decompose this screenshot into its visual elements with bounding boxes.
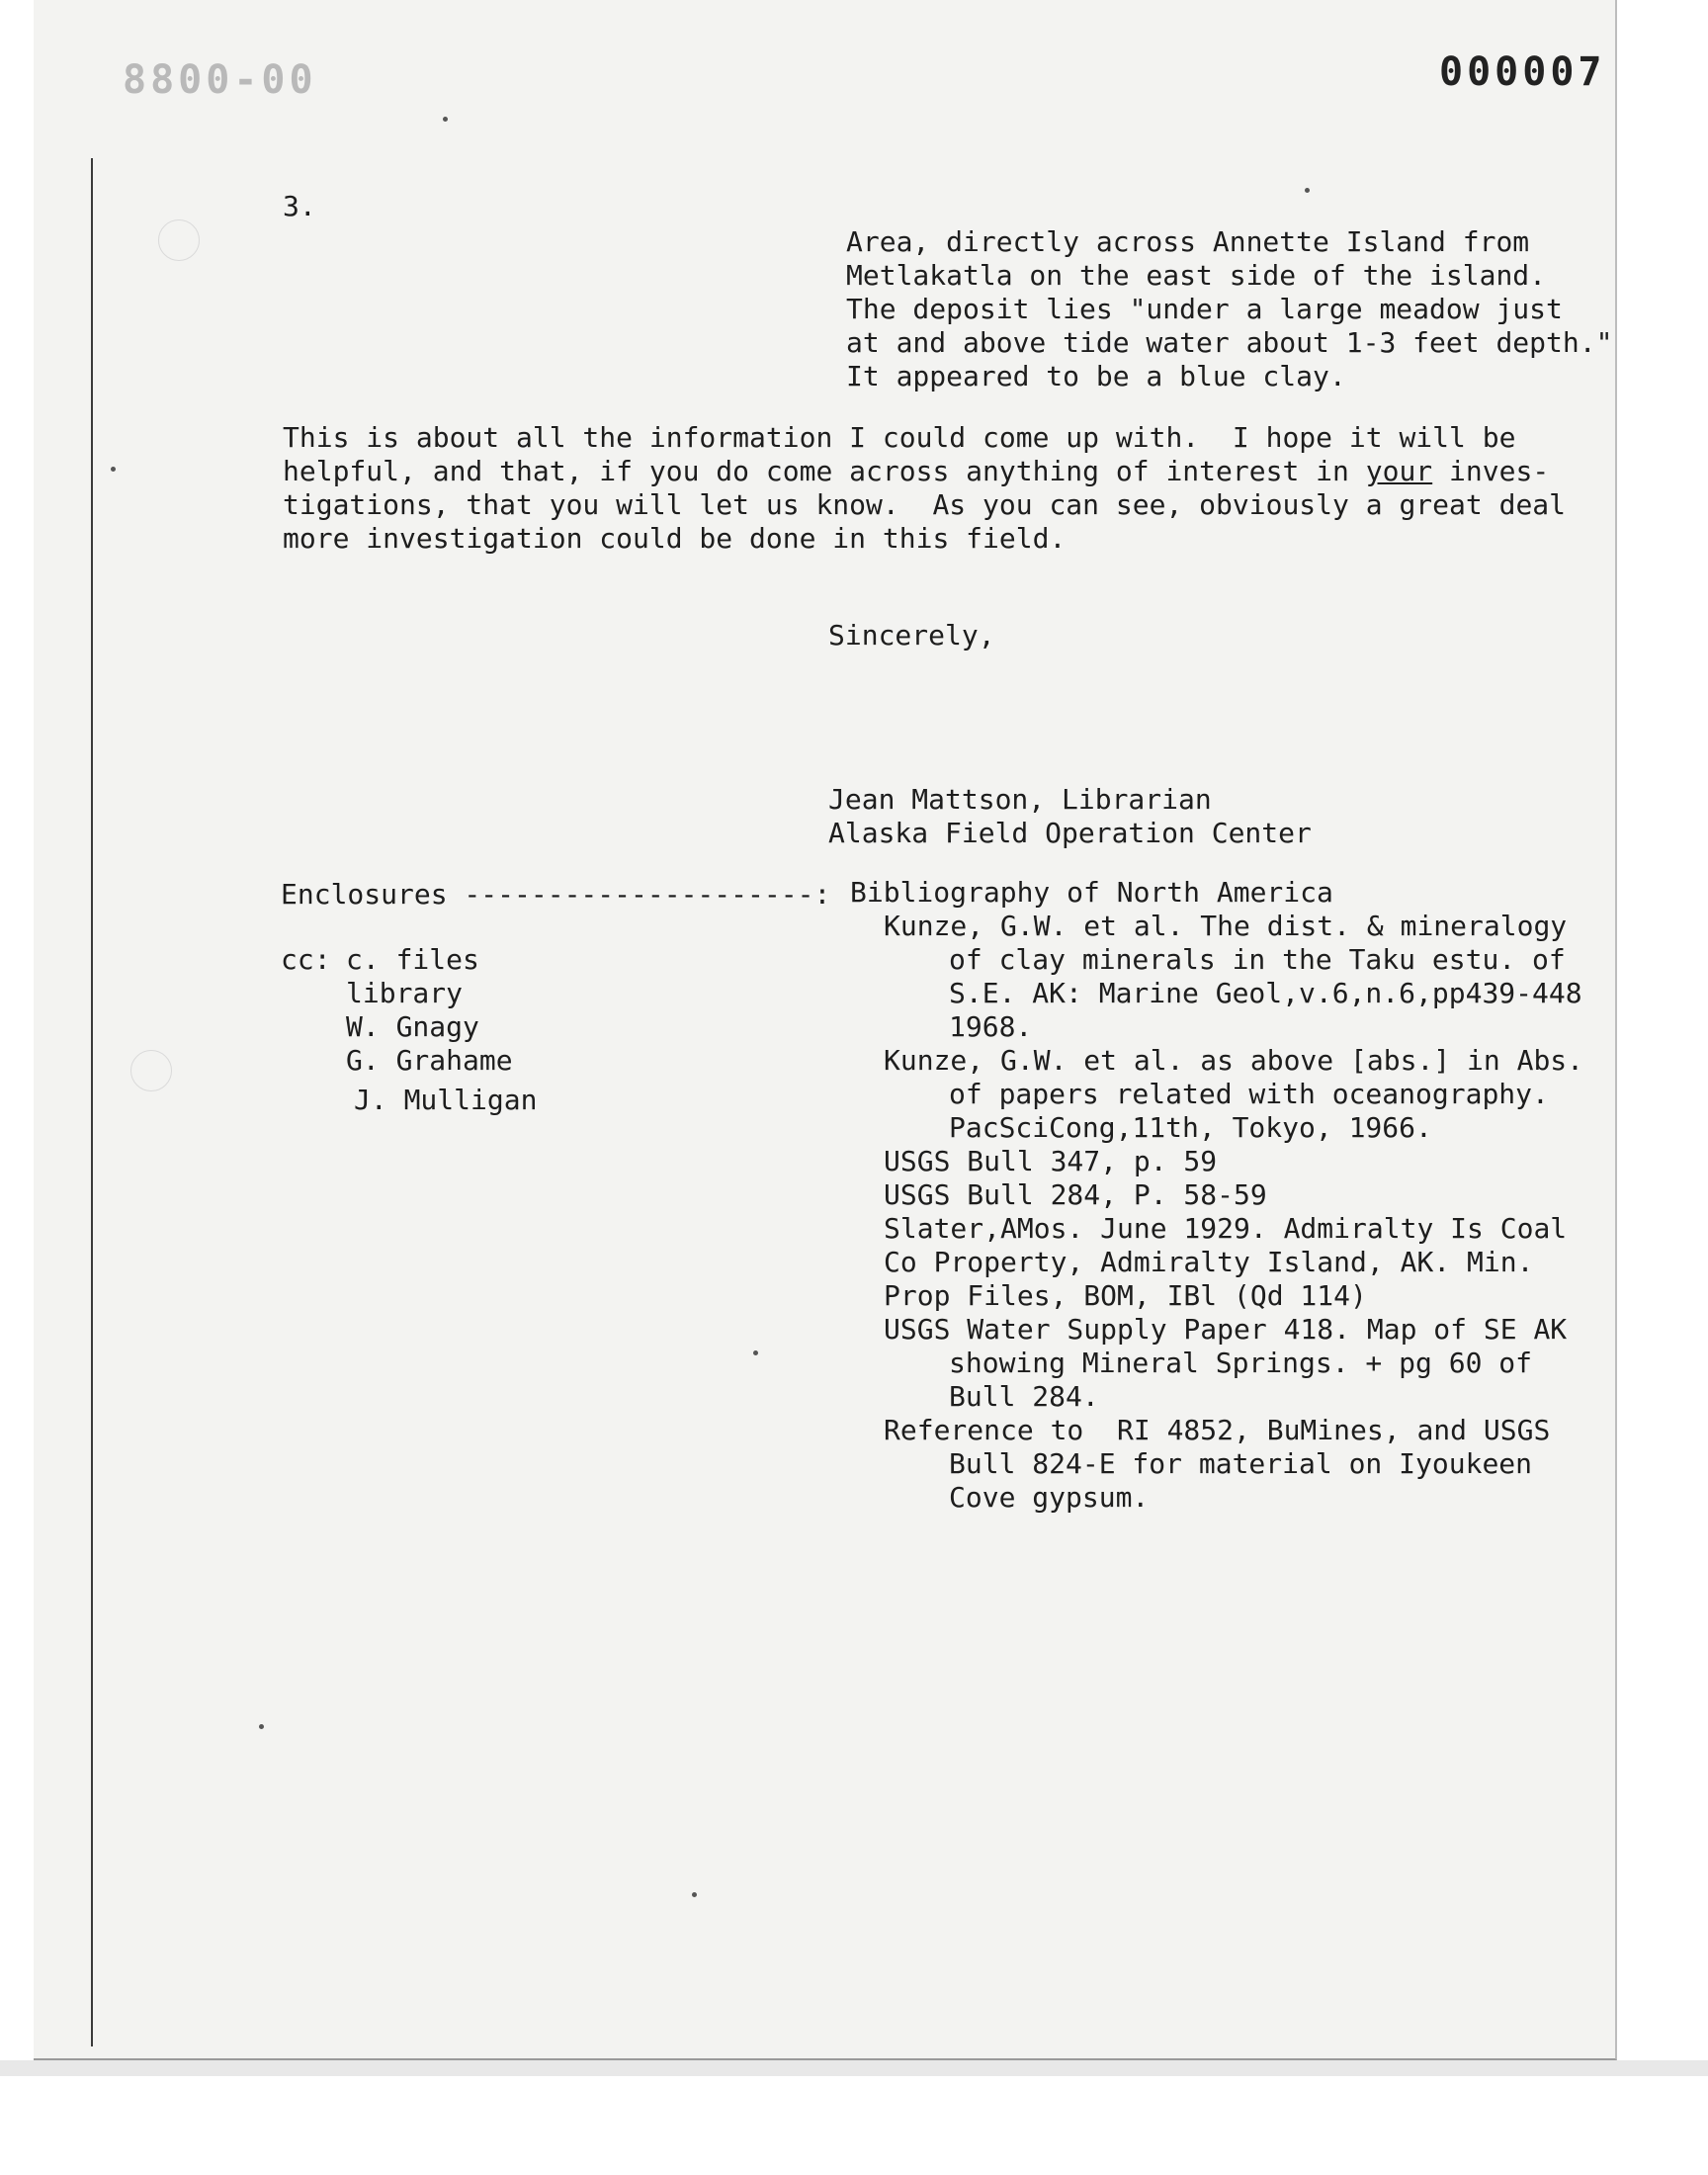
text-line: Metlakatla on the east side of the island. bbox=[846, 259, 1547, 292]
text-line: It appeared to be a blue clay. bbox=[846, 360, 1346, 392]
punch-hole-mark bbox=[130, 1050, 172, 1091]
enclosures-label: Enclosures ---------------------: bbox=[281, 878, 831, 911]
enclosure-item: USGS Bull 284, P. 58-59 bbox=[884, 1178, 1267, 1211]
cc-recipient: G. Grahame bbox=[346, 1044, 513, 1077]
closing: Sincerely, bbox=[828, 619, 995, 652]
enclosure-item: Bibliography of North America bbox=[850, 876, 1333, 909]
text-fragment: inves- bbox=[1432, 455, 1550, 487]
enclosure-item-continuation: of papers related with oceanography. bbox=[949, 1078, 1549, 1110]
enclosure-item-continuation: PacSciCong,11th, Tokyo, 1966. bbox=[949, 1111, 1432, 1144]
underlined-word: your bbox=[1365, 455, 1433, 487]
scan-speck bbox=[692, 1892, 697, 1897]
cc-recipient: c. files bbox=[346, 943, 479, 976]
cc-recipients bbox=[346, 943, 537, 1117]
text-fragment: helpful, and that, if you do come across anything of interest in bbox=[283, 455, 1366, 487]
cc-recipient: library bbox=[346, 977, 464, 1009]
enclosure-item-continuation: S.E. AK: Marine Geol,v.6,n.6,pp439-448 bbox=[949, 977, 1582, 1009]
enclosure-item: Reference to RI 4852, BuMines, and USGS bbox=[884, 1414, 1551, 1446]
enclosure-item: USGS Water Supply Paper 418. Map of SE AK bbox=[884, 1313, 1568, 1346]
signer-name-title: Jean Mattson, Librarian bbox=[828, 783, 1212, 816]
body-paragraph bbox=[283, 421, 1566, 556]
enclosure-item: Kunze, G.W. et al. The dist. & mineralogy bbox=[884, 910, 1568, 942]
signer-organization: Alaska Field Operation Center bbox=[828, 817, 1312, 849]
enclosure-item-continuation: Prop Files, BOM, IBl (Qd 114) bbox=[884, 1279, 1367, 1312]
scan-speck bbox=[753, 1350, 758, 1355]
text-line: tigations, that you will let us know. As you can see, obviously a great deal bbox=[283, 488, 1567, 521]
margin-rule bbox=[91, 158, 93, 2046]
enclosure-item-continuation: 1968. bbox=[949, 1010, 1033, 1043]
faded-stamp-number: 8800-00 bbox=[123, 57, 317, 103]
document-number-stamp: 000007 bbox=[1439, 49, 1606, 95]
text-line: The deposit lies "under a large meadow just bbox=[846, 293, 1563, 325]
enclosure-item-continuation: Co Property, Admiralty Island, AK. Min. bbox=[884, 1246, 1534, 1278]
enclosure-item: Kunze, G.W. et al. as above [abs.] in Abs. bbox=[884, 1044, 1584, 1077]
cc-recipient: W. Gnagy bbox=[346, 1010, 479, 1043]
enclosure-item-continuation: Bull 824-E for material on Iyoukeen bbox=[949, 1447, 1533, 1480]
text-line: Area, directly across Annette Island from bbox=[846, 225, 1530, 258]
cc-label: cc: bbox=[281, 943, 331, 976]
cc-recipient: J. Mulligan bbox=[354, 1084, 538, 1116]
text-line: at and above tide water about 1-3 feet depth." bbox=[846, 326, 1613, 359]
continuation-text bbox=[846, 225, 1612, 393]
scan-speck bbox=[259, 1724, 264, 1729]
enclosure-item-continuation: Bull 284. bbox=[949, 1380, 1099, 1413]
enclosure-item-continuation: of clay minerals in the Taku estu. of bbox=[949, 943, 1566, 976]
punch-hole-mark bbox=[158, 219, 200, 261]
text-line bbox=[283, 455, 1566, 488]
enclosures-list bbox=[850, 876, 1609, 1515]
text-line: more investigation could be done in this field. bbox=[283, 522, 1067, 555]
enclosure-item-continuation: Cove gypsum. bbox=[949, 1481, 1150, 1514]
scan-speck bbox=[111, 467, 116, 472]
enclosure-item: Slater,AMos. June 1929. Admiralty Is Coal bbox=[884, 1212, 1568, 1245]
signature-block bbox=[828, 783, 1312, 850]
enclosure-item: USGS Bull 347, p. 59 bbox=[884, 1145, 1218, 1177]
page-number: 3. bbox=[283, 190, 316, 222]
scan-speck bbox=[443, 117, 448, 122]
enclosure-item-continuation: showing Mineral Springs. + pg 60 of bbox=[949, 1347, 1533, 1379]
scan-speck bbox=[1305, 188, 1310, 193]
scan-margin bbox=[0, 2060, 1708, 2076]
text-line: This is about all the information I could come up with. I hope it will be bbox=[283, 421, 1516, 454]
